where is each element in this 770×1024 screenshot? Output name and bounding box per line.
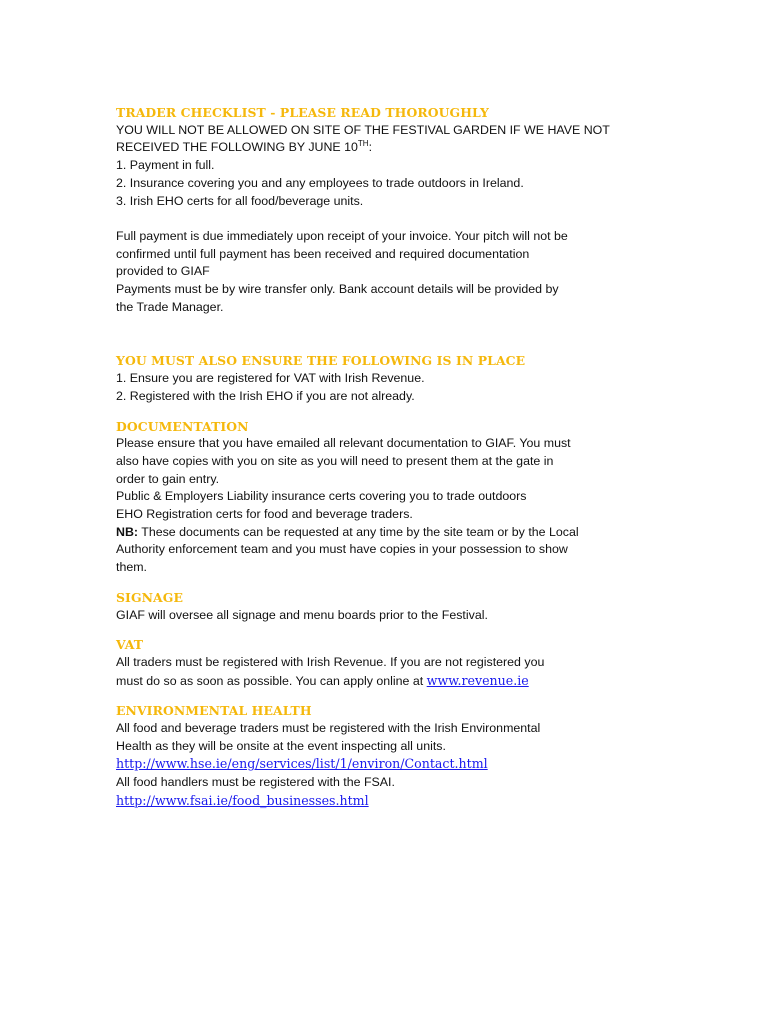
- payment-line: provided to GIAF: [116, 264, 210, 279]
- fsai-link[interactable]: http://www.fsai.ie/food_businesses.html: [116, 792, 369, 808]
- documentation-line: Public & Employers Liability insurance certs covering you to trade outdoors: [116, 489, 527, 504]
- documentation-heading: DOCUMENTATION: [116, 418, 249, 434]
- env-health-line-2: Health as they will be onsite at the event inspecting all units.: [116, 738, 446, 753]
- vat-line-2: [116, 672, 656, 691]
- document-page: [116, 104, 656, 811]
- checklist-item: 1. Payment in full.: [116, 158, 215, 173]
- payment-line: Full payment is due immediately upon receipt of your invoice. Your pitch will not be: [116, 228, 568, 243]
- documentation-line: order to gain entry.: [116, 471, 220, 486]
- date-superscript: TH: [357, 139, 369, 149]
- intro-line-2-text: RECEIVED THE FOLLOWING BY JUNE 10: [116, 140, 358, 155]
- env-health-line-3: All food handlers must be registered with the FSAI.: [116, 775, 395, 790]
- env-health-line-1: All food and beverage traders must be registered with the Irish Environmental: [116, 721, 541, 736]
- nb-line: [116, 524, 656, 542]
- nb-continuation: Authority enforcement team and you must have copies in your possession to show: [116, 542, 568, 557]
- checklist-item: 3. Irish EHO certs for all food/beverage units.: [116, 193, 364, 208]
- payment-line: confirmed until full payment has been received and required documentation: [116, 246, 530, 261]
- nb-text: These documents can be requested at any time by the site team or by the Local: [138, 524, 579, 539]
- documentation-line: also have copies with you on site as you will need to present them at the gate in: [116, 453, 554, 468]
- signage-heading: SIGNAGE: [116, 589, 183, 605]
- intro-line-2: [116, 139, 656, 157]
- vat-line-1: All traders must be registered with Irish Revenue. If you are not registered you: [116, 654, 545, 669]
- checklist-item: 2. Insurance covering you and any employees to trade outdoors in Ireland.: [116, 175, 524, 190]
- trader-checklist-heading: TRADER CHECKLIST - PLEASE READ THOROUGHLY: [116, 105, 489, 120]
- intro-line-1: YOU WILL NOT BE ALLOWED ON SITE OF THE FESTIVAL GARDEN IF WE HAVE NOT: [116, 122, 610, 137]
- payment-line: Payments must be by wire transfer only. Bank account details will be provided by: [116, 282, 559, 297]
- ensure-item: 1. Ensure you are registered for VAT with Irish Revenue.: [116, 371, 425, 386]
- ensure-heading: YOU MUST ALSO ENSURE THE FOLLOWING IS IN PLACE: [116, 353, 526, 369]
- nb-continuation: them.: [116, 560, 147, 575]
- hse-link[interactable]: http://www.hse.ie/eng/services/list/1/environ/Contact.html: [116, 756, 488, 772]
- signage-text: GIAF will oversee all signage and menu boards prior to the Festival.: [116, 607, 488, 622]
- vat-line-2-text: must do so as soon as possible. You can apply online at: [116, 673, 427, 688]
- documentation-line: Please ensure that you have emailed all relevant documentation to GIAF. You must: [116, 436, 571, 451]
- nb-label: NB:: [116, 524, 139, 539]
- vat-heading: VAT: [116, 637, 144, 653]
- intro-line-2-tail: :: [368, 140, 373, 155]
- documentation-line: EHO Registration certs for food and beverage traders.: [116, 507, 413, 522]
- ensure-item: 2. Registered with the Irish EHO if you are not already.: [116, 388, 415, 403]
- payment-line: the Trade Manager.: [116, 299, 224, 314]
- revenue-link[interactable]: www.revenue.ie: [426, 672, 529, 688]
- environmental-health-heading: ENVIRONMENTAL HEALTH: [116, 703, 312, 719]
